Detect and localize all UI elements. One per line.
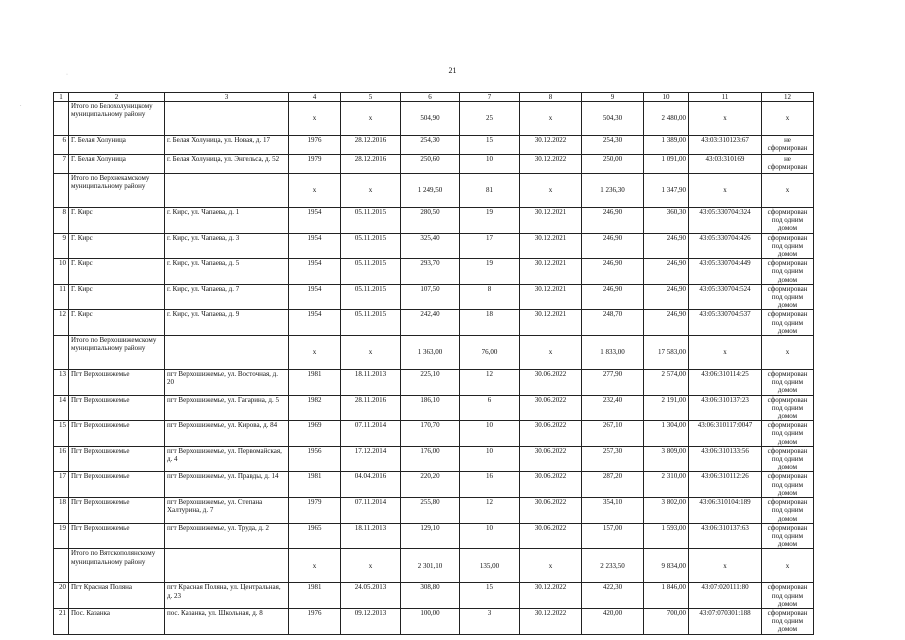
cell-c12: сформирован под одним домом — [762, 523, 814, 549]
cell-c5: 05.11.2015 — [341, 284, 401, 310]
cell-c8: х — [520, 174, 582, 208]
cell-c3: пгт Верхошижемье, ул. Правды, д. 14 — [165, 472, 289, 498]
cell-c10: 246,90 — [644, 259, 689, 285]
cell-c4: х — [289, 336, 341, 370]
cell-n: 9 — [54, 233, 69, 259]
cell-c6: 255,80 — [401, 498, 460, 524]
cell-c10: 3 809,00 — [644, 446, 689, 472]
cell-c6: 129,10 — [401, 523, 460, 549]
cell-c3: пгт Верхошижемье, ул. Труда, д. 2 — [165, 523, 289, 549]
cell-c3: пгт Верхошижемье, ул. Восточная, д. 20 — [165, 370, 289, 396]
cell-c9: 287,20 — [582, 472, 644, 498]
scan-mark: . — [20, 102, 22, 108]
cell-c2: Г. Кирс — [69, 284, 165, 310]
cell-c12: сформирован под одним домом — [762, 498, 814, 524]
table-row — [54, 284, 814, 310]
cell-c11: 43:06:310137:63 — [689, 523, 762, 549]
cell-c10: 360,30 — [644, 208, 689, 234]
cell-c12: х — [762, 102, 814, 136]
cell-c4: х — [289, 174, 341, 208]
cell-c3: г. Кирс, ул. Чапаева, д. 7 — [165, 284, 289, 310]
cell-c11: 43:03:310169 — [689, 155, 762, 174]
cell-c2: Г. Белая Холуница — [69, 155, 165, 174]
cell-c9: 250,00 — [582, 155, 644, 174]
cell-c7: 19 — [460, 259, 520, 285]
cell-c7: 15 — [460, 583, 520, 609]
cell-c12: сформирован под одним домом — [762, 370, 814, 396]
cell-c5: х — [341, 336, 401, 370]
cell-c2: Г. Кирс — [69, 259, 165, 285]
cell-c7: 12 — [460, 370, 520, 396]
cell-c4: 1976 — [289, 136, 341, 155]
column-header: 7 — [460, 93, 520, 102]
cell-c8: 30.06.2022 — [520, 472, 582, 498]
cell-c7: 16 — [460, 472, 520, 498]
cell-c8: 30.12.2022 — [520, 608, 582, 634]
cell-c11: 43:05:330704:524 — [689, 284, 762, 310]
cell-c12: сформирован под одним домом — [762, 421, 814, 447]
cell-c5: 07.11.2014 — [341, 421, 401, 447]
cell-c4: 1981 — [289, 472, 341, 498]
cell-c7: 10 — [460, 523, 520, 549]
cell-c9: 157,00 — [582, 523, 644, 549]
cell-c6: 293,70 — [401, 259, 460, 285]
cell-c7: 12 — [460, 498, 520, 524]
cell-c11: х — [689, 336, 762, 370]
cell-c5: 18.11.2013 — [341, 523, 401, 549]
cell-c8: 30.12.2022 — [520, 583, 582, 609]
table-row — [54, 498, 814, 524]
cell-c7: 6 — [460, 395, 520, 421]
cell-c6: 186,10 — [401, 395, 460, 421]
cell-c7: 76,00 — [460, 336, 520, 370]
cell-c5: 18.11.2013 — [341, 370, 401, 396]
column-header: 10 — [644, 93, 689, 102]
table-row — [54, 370, 814, 396]
table-body — [54, 93, 814, 635]
cell-n: 7 — [54, 155, 69, 174]
cell-n: 14 — [54, 395, 69, 421]
cell-c5: х — [341, 102, 401, 136]
cell-c8: 30.06.2022 — [520, 523, 582, 549]
cell-c10: 3 802,00 — [644, 498, 689, 524]
cell-c11: 43:03:310123:67 — [689, 136, 762, 155]
cell-c2: Итого по Верхнекамскому муниципальному району — [69, 174, 165, 208]
cell-c5: 09.12.2013 — [341, 608, 401, 634]
cell-c6: 176,00 — [401, 446, 460, 472]
cell-c3: пос. Казанка, ул. Школьная, д. 8 — [165, 608, 289, 634]
cell-c2: Пгт Верхошижемье — [69, 395, 165, 421]
cell-n: 20 — [54, 583, 69, 609]
cell-n: 17 — [54, 472, 69, 498]
cell-c12: сформирован под одним домом — [762, 446, 814, 472]
cell-c8: 30.12.2021 — [520, 233, 582, 259]
cell-c6: 280,50 — [401, 208, 460, 234]
cell-c3 — [165, 102, 289, 136]
cell-c9: 267,10 — [582, 421, 644, 447]
cell-c10: 2 574,00 — [644, 370, 689, 396]
cell-c8: 30.12.2022 — [520, 136, 582, 155]
cell-c12: сформирован под одним домом — [762, 259, 814, 285]
cell-n: 8 — [54, 208, 69, 234]
cell-c4: 1954 — [289, 310, 341, 336]
column-header: 6 — [401, 93, 460, 102]
cell-c11: 43:06:310114:25 — [689, 370, 762, 396]
cell-c6: 225,10 — [401, 370, 460, 396]
cell-c6: 2 301,10 — [401, 549, 460, 583]
cell-c12: сформирован под одним домом — [762, 233, 814, 259]
cell-c10: 700,00 — [644, 608, 689, 634]
cell-c2: Пгт Верхошижемье — [69, 472, 165, 498]
cell-n: 16 — [54, 446, 69, 472]
cell-c3: пгт Красная Поляна, ул. Центральная, д. 23 — [165, 583, 289, 609]
subtotal-row — [54, 336, 814, 370]
cell-c3: г. Кирс, ул. Чапаева, д. 9 — [165, 310, 289, 336]
cell-c9: 248,70 — [582, 310, 644, 336]
page-number: 21 — [448, 66, 457, 75]
cell-c10: 1 304,00 — [644, 421, 689, 447]
cell-c4: 1954 — [289, 284, 341, 310]
table-row — [54, 421, 814, 447]
cell-c8: 30.06.2022 — [520, 395, 582, 421]
cell-c3 — [165, 549, 289, 583]
cell-c7: 81 — [460, 174, 520, 208]
cell-n — [54, 174, 69, 208]
cell-c4: 1956 — [289, 446, 341, 472]
column-header: 1 — [54, 93, 69, 102]
cell-c7: 3 — [460, 608, 520, 634]
register-table — [53, 92, 814, 635]
cell-c6: 242,40 — [401, 310, 460, 336]
cell-c11: 43:06:310112:26 — [689, 472, 762, 498]
cell-c3: г. Белая Холуница, ул. Новая, д. 17 — [165, 136, 289, 155]
cell-n: 10 — [54, 259, 69, 285]
cell-c10: 17 583,00 — [644, 336, 689, 370]
cell-c4: х — [289, 549, 341, 583]
cell-c6: 1 249,50 — [401, 174, 460, 208]
cell-c9: 232,40 — [582, 395, 644, 421]
cell-c3: пгт Верхошижемье, ул. Степана Халтурина, д. 7 — [165, 498, 289, 524]
cell-c11: 43:05:330704:426 — [689, 233, 762, 259]
cell-c2: Пос. Казанка — [69, 608, 165, 634]
cell-c2: Г. Белая Холуница — [69, 136, 165, 155]
cell-n: 19 — [54, 523, 69, 549]
table-row — [54, 136, 814, 155]
cell-c2: Итого по Верхошижемскому муниципальному району — [69, 336, 165, 370]
cell-c8: х — [520, 102, 582, 136]
cell-c11: 43:06:310137:23 — [689, 395, 762, 421]
column-header: 12 — [762, 93, 814, 102]
cell-c5: 28.12.2016 — [341, 155, 401, 174]
cell-c7: 15 — [460, 136, 520, 155]
cell-c2: Пгт Верхошижемье — [69, 370, 165, 396]
cell-c4: 1969 — [289, 421, 341, 447]
cell-c3 — [165, 336, 289, 370]
cell-c12: х — [762, 549, 814, 583]
cell-c6: 504,90 — [401, 102, 460, 136]
cell-c11: х — [689, 102, 762, 136]
cell-c11: 43:07:020111:80 — [689, 583, 762, 609]
table-row — [54, 583, 814, 609]
cell-c4: 1965 — [289, 523, 341, 549]
cell-c6: 100,00 — [401, 608, 460, 634]
cell-c9: 504,30 — [582, 102, 644, 136]
table-row — [54, 472, 814, 498]
cell-c9: 257,30 — [582, 446, 644, 472]
cell-c11: 43:05:330704:324 — [689, 208, 762, 234]
cell-c7: 10 — [460, 446, 520, 472]
cell-c5: 28.11.2016 — [341, 395, 401, 421]
cell-c10: 1 091,00 — [644, 155, 689, 174]
column-header: 9 — [582, 93, 644, 102]
subtotal-row — [54, 549, 814, 583]
cell-c10: 246,90 — [644, 284, 689, 310]
cell-c10: 2 480,00 — [644, 102, 689, 136]
table-row — [54, 259, 814, 285]
cell-c9: 246,90 — [582, 208, 644, 234]
cell-c4: 1982 — [289, 395, 341, 421]
cell-c5: 05.11.2015 — [341, 208, 401, 234]
cell-c4: 1979 — [289, 498, 341, 524]
cell-c12: сформирован под одним домом — [762, 208, 814, 234]
cell-c5: 07.11.2014 — [341, 498, 401, 524]
table-row — [54, 523, 814, 549]
table-row — [54, 208, 814, 234]
table-row — [54, 446, 814, 472]
cell-c9: 354,10 — [582, 498, 644, 524]
cell-c3: пгт Верхошижемье, ул. Кирова, д. 84 — [165, 421, 289, 447]
table-row — [54, 608, 814, 634]
cell-c5: 24.05.2013 — [341, 583, 401, 609]
cell-n — [54, 102, 69, 136]
column-header: 11 — [689, 93, 762, 102]
cell-c4: 1954 — [289, 208, 341, 234]
cell-c2: Пгт Верхошижемье — [69, 446, 165, 472]
cell-c2: Итого по Вятскополянскому муниципальному району — [69, 549, 165, 583]
cell-c12: сформирован под одним домом — [762, 583, 814, 609]
cell-c2: Г. Кирс — [69, 233, 165, 259]
cell-c8: 30.06.2022 — [520, 498, 582, 524]
cell-c10: 2 310,00 — [644, 472, 689, 498]
cell-c4: 1981 — [289, 370, 341, 396]
table-header-row — [54, 93, 814, 102]
cell-c10: 2 191,00 — [644, 395, 689, 421]
cell-c9: 246,90 — [582, 259, 644, 285]
cell-c5: 17.12.2014 — [341, 446, 401, 472]
cell-c10: 9 834,00 — [644, 549, 689, 583]
cell-c6: 308,80 — [401, 583, 460, 609]
table-row — [54, 233, 814, 259]
cell-c4: 1976 — [289, 608, 341, 634]
cell-c7: 10 — [460, 155, 520, 174]
cell-c7: 135,00 — [460, 549, 520, 583]
cell-n: 12 — [54, 310, 69, 336]
column-header: 4 — [289, 93, 341, 102]
cell-c5: 04.04.2016 — [341, 472, 401, 498]
cell-c3: г. Кирс, ул. Чапаева, д. 5 — [165, 259, 289, 285]
cell-c8: 30.06.2022 — [520, 446, 582, 472]
cell-c5: 05.11.2015 — [341, 259, 401, 285]
cell-c9: 246,90 — [582, 284, 644, 310]
cell-c8: х — [520, 336, 582, 370]
cell-c8: 30.06.2022 — [520, 370, 582, 396]
cell-c11: 43:06:310117:0047 — [689, 421, 762, 447]
cell-c8: 30.06.2022 — [520, 421, 582, 447]
column-header: 3 — [165, 93, 289, 102]
cell-c5: 28.12.2016 — [341, 136, 401, 155]
cell-c6: 254,30 — [401, 136, 460, 155]
cell-c10: 246,90 — [644, 310, 689, 336]
cell-c3: г. Кирс, ул. Чапаева, д. 3 — [165, 233, 289, 259]
cell-c12: сформирован под одним домом — [762, 472, 814, 498]
column-header: 2 — [69, 93, 165, 102]
cell-c8: 30.12.2021 — [520, 284, 582, 310]
table-row — [54, 310, 814, 336]
cell-c2: Г. Кирс — [69, 310, 165, 336]
cell-c11: 43:07:070301:188 — [689, 608, 762, 634]
cell-c9: 420,00 — [582, 608, 644, 634]
subtotal-row — [54, 174, 814, 208]
cell-c4: х — [289, 102, 341, 136]
cell-c3 — [165, 174, 289, 208]
cell-c6: 170,70 — [401, 421, 460, 447]
cell-c8: 30.12.2022 — [520, 155, 582, 174]
cell-c12: сформирован под одним домом — [762, 284, 814, 310]
cell-n — [54, 549, 69, 583]
cell-c2: Г. Кирс — [69, 208, 165, 234]
subtotal-row — [54, 102, 814, 136]
cell-c8: 30.12.2021 — [520, 310, 582, 336]
cell-c5: 05.11.2015 — [341, 310, 401, 336]
cell-c4: 1979 — [289, 155, 341, 174]
cell-c9: 2 233,50 — [582, 549, 644, 583]
cell-c2: Пгт Верхошижемье — [69, 421, 165, 447]
cell-c12: сформирован под одним домом — [762, 310, 814, 336]
cell-c6: 107,50 — [401, 284, 460, 310]
cell-c2: Пгт Красная Поляна — [69, 583, 165, 609]
cell-c7: 25 — [460, 102, 520, 136]
cell-c2: Пгт Верхошижемье — [69, 498, 165, 524]
cell-c5: х — [341, 549, 401, 583]
cell-n: 15 — [54, 421, 69, 447]
scan-mark: · — [66, 72, 68, 78]
cell-c11: х — [689, 549, 762, 583]
cell-c11: 43:06:310104:189 — [689, 498, 762, 524]
cell-c11: 43:05:330704:537 — [689, 310, 762, 336]
cell-c6: 250,60 — [401, 155, 460, 174]
table-row — [54, 395, 814, 421]
cell-c11: 43:05:330704:449 — [689, 259, 762, 285]
cell-n: 21 — [54, 608, 69, 634]
cell-c10: 1 347,90 — [644, 174, 689, 208]
cell-c3: пгт Верхошижемье, ул. Первомайская, д. 4 — [165, 446, 289, 472]
cell-c12: х — [762, 174, 814, 208]
cell-c8: 30.12.2021 — [520, 208, 582, 234]
cell-c11: 43:06:310133:56 — [689, 446, 762, 472]
cell-c5: 05.11.2015 — [341, 233, 401, 259]
cell-c10: 1 389,00 — [644, 136, 689, 155]
column-header: 5 — [341, 93, 401, 102]
cell-n: 11 — [54, 284, 69, 310]
cell-c11: х — [689, 174, 762, 208]
cell-n: 13 — [54, 370, 69, 396]
cell-c6: 220,20 — [401, 472, 460, 498]
cell-c3: г. Белая Холуница, ул. Энгельса, д. 52 — [165, 155, 289, 174]
table-row — [54, 155, 814, 174]
cell-c7: 17 — [460, 233, 520, 259]
cell-c7: 8 — [460, 284, 520, 310]
cell-n — [54, 336, 69, 370]
cell-c7: 10 — [460, 421, 520, 447]
cell-c9: 1 236,30 — [582, 174, 644, 208]
cell-c12: не сформирован — [762, 155, 814, 174]
cell-c9: 277,90 — [582, 370, 644, 396]
cell-c12: сформирован под одним домом — [762, 395, 814, 421]
cell-n: 18 — [54, 498, 69, 524]
cell-c3: г. Кирс, ул. Чапаева, д. 1 — [165, 208, 289, 234]
cell-c7: 19 — [460, 208, 520, 234]
cell-c2: Итого по Белохолуницкому муниципальному району — [69, 102, 165, 136]
cell-c9: 422,30 — [582, 583, 644, 609]
column-header: 8 — [520, 93, 582, 102]
cell-c7: 18 — [460, 310, 520, 336]
cell-c6: 1 363,00 — [401, 336, 460, 370]
cell-c9: 1 833,00 — [582, 336, 644, 370]
cell-c3: пгт Верхошижемье, ул. Гагарина, д. 5 — [165, 395, 289, 421]
cell-c4: 1954 — [289, 259, 341, 285]
cell-c8: 30.12.2021 — [520, 259, 582, 285]
cell-c9: 246,90 — [582, 233, 644, 259]
cell-c12: не сформирован — [762, 136, 814, 155]
cell-c12: х — [762, 336, 814, 370]
cell-c5: х — [341, 174, 401, 208]
cell-c10: 246,90 — [644, 233, 689, 259]
cell-c9: 254,30 — [582, 136, 644, 155]
cell-c2: Пгт Верхошижемье — [69, 523, 165, 549]
cell-c8: х — [520, 549, 582, 583]
cell-n: 6 — [54, 136, 69, 155]
cell-c4: 1981 — [289, 583, 341, 609]
cell-c12: сформирован под одним домом — [762, 608, 814, 634]
cell-c6: 325,40 — [401, 233, 460, 259]
cell-c4: 1954 — [289, 233, 341, 259]
cell-c10: 1 593,00 — [644, 523, 689, 549]
cell-c10: 1 846,00 — [644, 583, 689, 609]
